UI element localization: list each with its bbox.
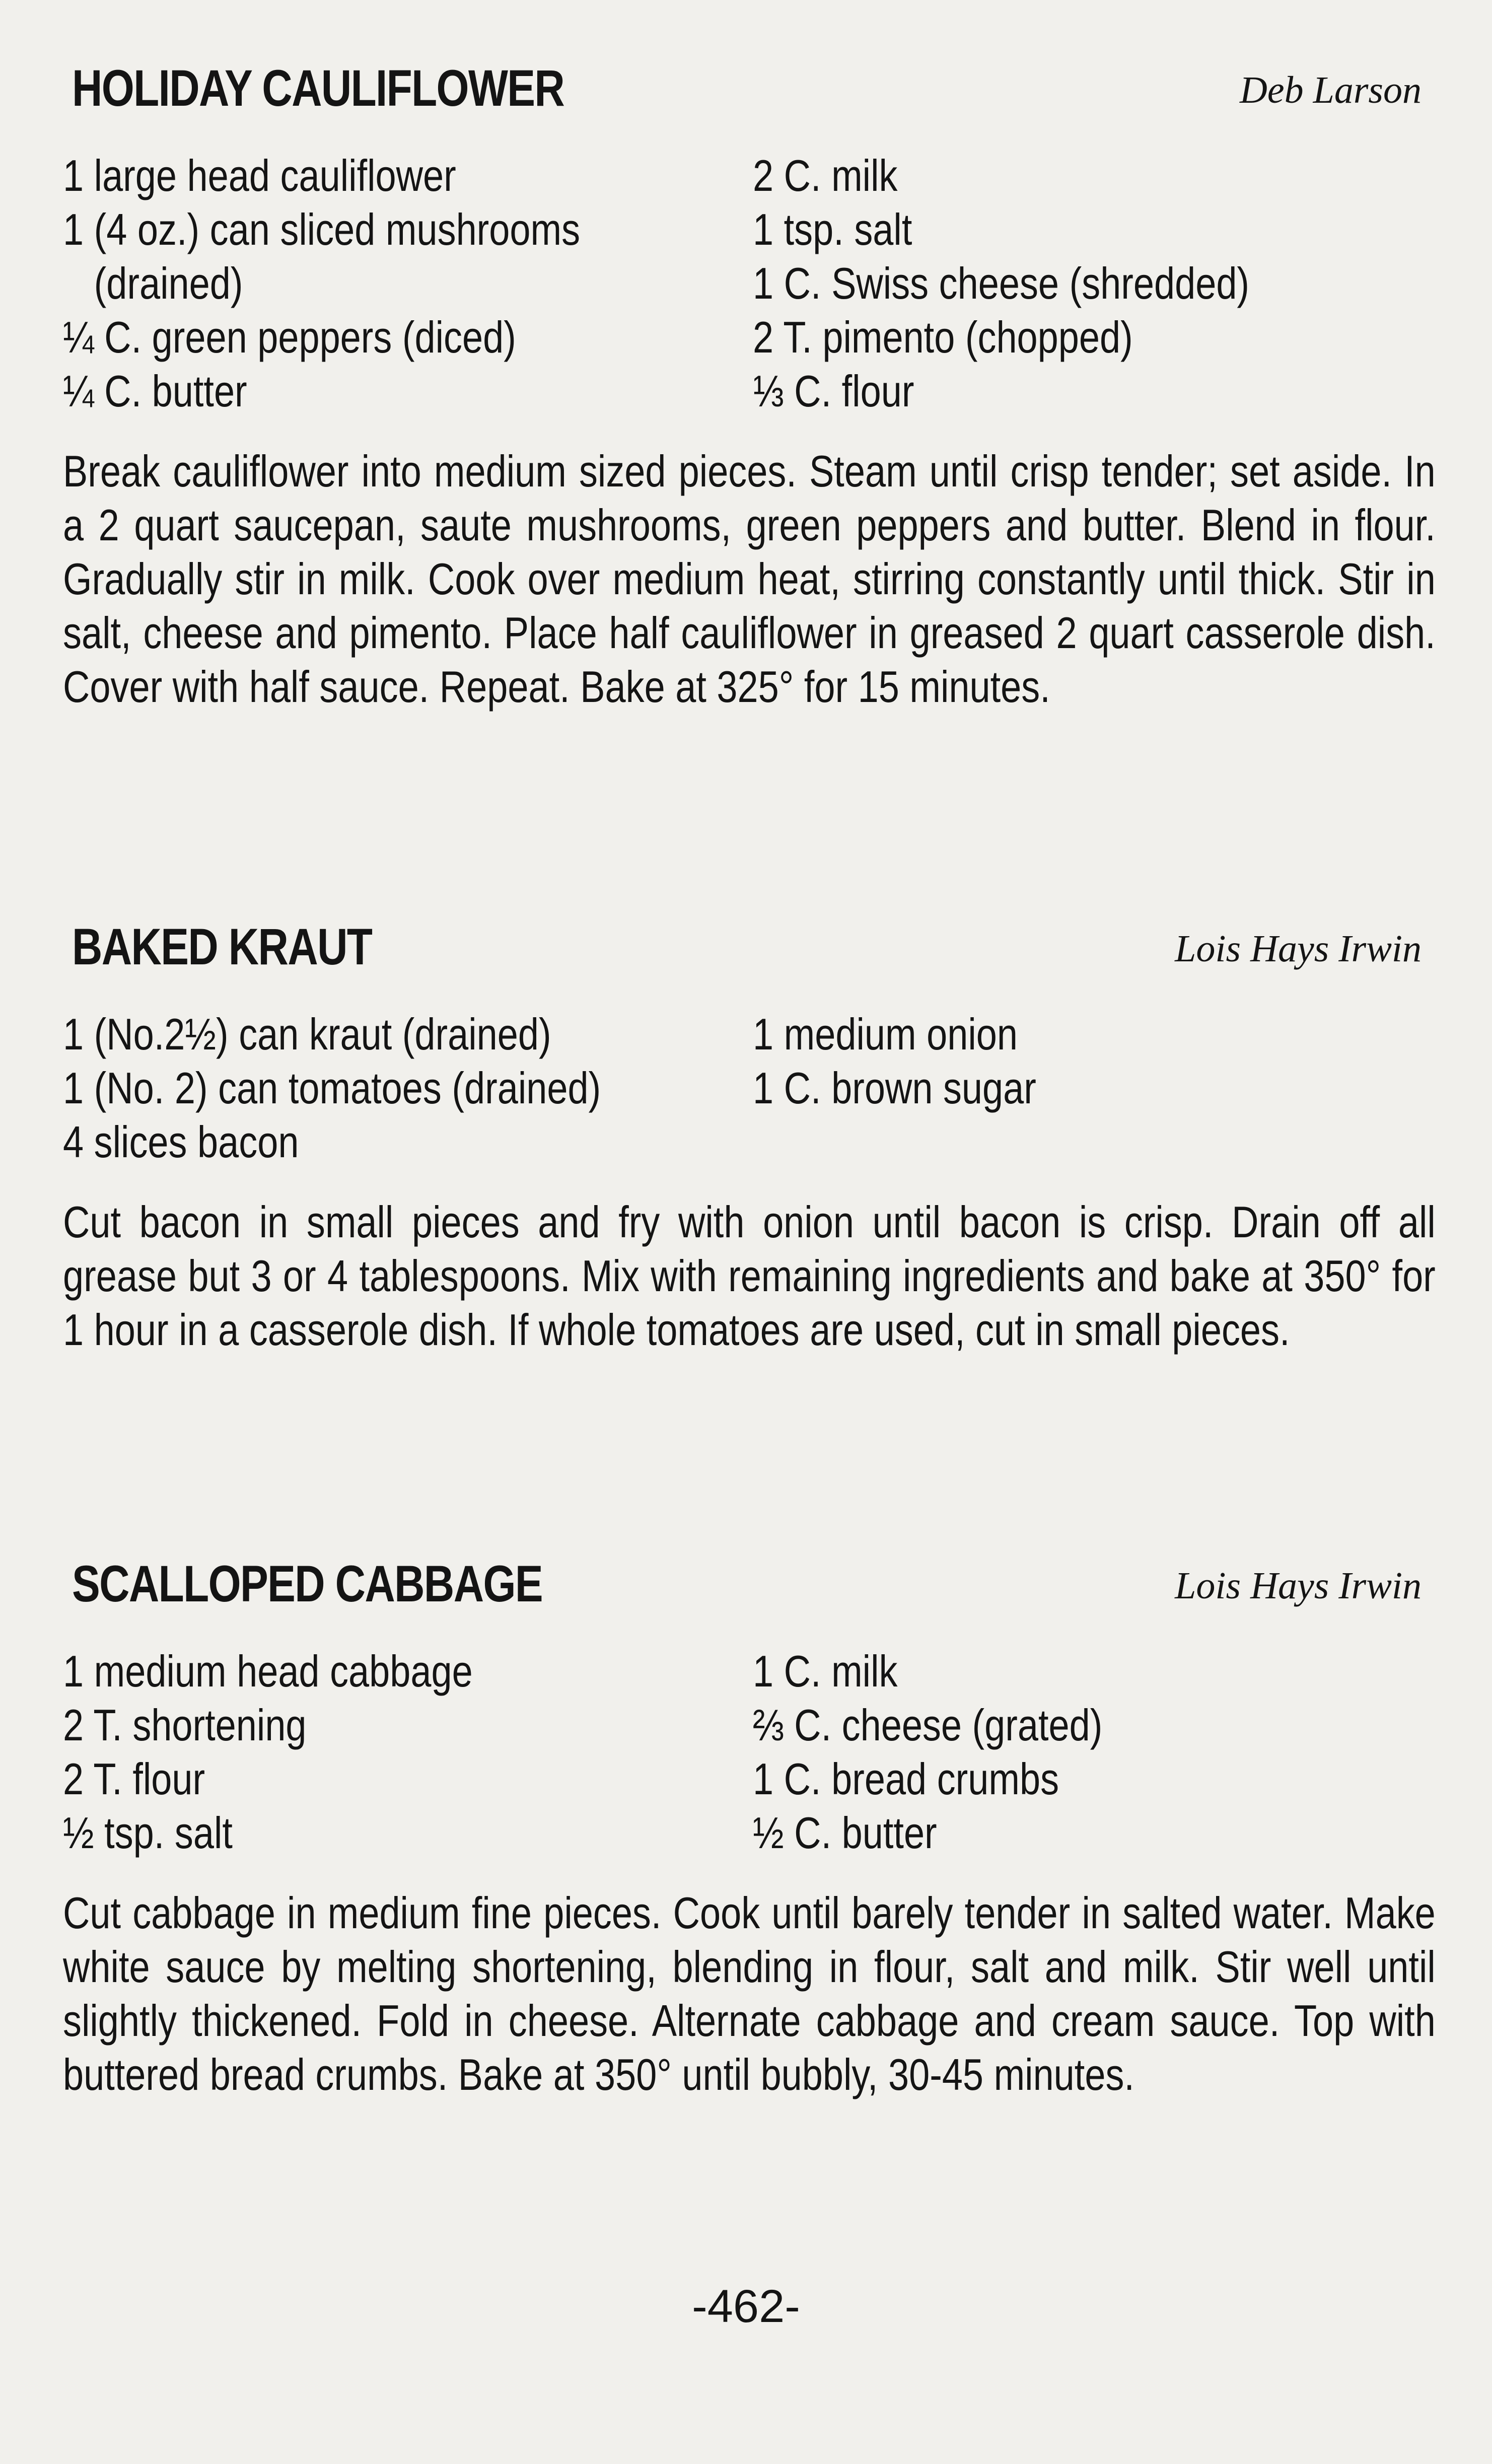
ingredient-item: 1 (4 oz.) can sliced mushrooms <box>63 204 581 254</box>
ingredient-item: 2 C. milk <box>753 151 898 200</box>
ingredient-item: 2 T. flour <box>63 1754 205 1804</box>
ingredient-item: ⅔ C. cheese (grated) <box>753 1700 1103 1750</box>
ingredient-list <box>63 149 1422 418</box>
ingredient-item: 2 T. pimento (chopped) <box>753 312 1133 362</box>
ingredient-item: 1 (No. 2) can tomatoes (drained) <box>63 1063 601 1113</box>
ingredient-list <box>63 1644 1422 1860</box>
ingredient-item: ¼ C. butter <box>63 366 247 416</box>
recipe-header <box>63 53 1422 123</box>
recipe-author: Deb Larson <box>1239 69 1422 111</box>
recipe-baked-kraut <box>63 911 1436 1401</box>
ingredient-list <box>63 1007 1422 1169</box>
ingredient-column-left <box>63 149 753 418</box>
ingredient-item: 2 T. shortening <box>63 1700 307 1750</box>
ingredient-item: ½ tsp. salt <box>63 1808 233 1858</box>
recipe-directions: Cut bacon in small pieces and fry with onion until bacon is crisp. Drain off all grease but 3 or 4 tablespoons. Mix with remaining ingredients and bake at 350° for 1 hour in a casserole dish. If whole tomatoes are used, cut in small pieces. <box>63 1197 1436 1355</box>
ingredient-item: 1 tsp. salt <box>753 204 912 254</box>
ingredient-item: 1 (No.2½) can kraut (drained) <box>63 1009 551 1059</box>
recipe-title: SCALLOPED CABBAGE <box>72 1555 543 1612</box>
ingredient-item: ½ C. butter <box>753 1808 937 1858</box>
page-number: -462- <box>692 2281 800 2332</box>
ingredient-item: ⅓ C. flour <box>753 366 914 416</box>
ingredient-item: 1 large head cauliflower <box>63 151 456 200</box>
ingredient-column-left <box>63 1644 753 1860</box>
ingredient-item: 1 C. milk <box>753 1646 898 1696</box>
ingredient-item: 4 slices bacon <box>63 1117 299 1167</box>
ingredient-item: (drained) <box>63 258 243 308</box>
ingredient-item: ¼ C. green peppers (diced) <box>63 312 516 362</box>
recipe-author: Lois Hays Irwin <box>1175 1565 1422 1607</box>
ingredient-column-right <box>753 149 1422 418</box>
ingredient-column-left <box>63 1007 753 1169</box>
ingredient-item: 1 C. bread crumbs <box>753 1754 1059 1804</box>
recipe-author: Lois Hays Irwin <box>1175 928 1422 970</box>
recipe-holiday-cauliflower <box>63 53 1436 758</box>
ingredient-item: 1 C. Swiss cheese (shredded) <box>753 258 1250 308</box>
recipe-title: HOLIDAY CAULIFLOWER <box>72 59 564 117</box>
recipe-directions: Break cauliflower into medium sized pieces. Steam until crisp tender; set aside. In a 2 quart saucepan, saute mushrooms, green peppers and butter. Blend in flour. Gradually stir in milk. Cook over medium heat, stirring constantly until thick. Stir in salt, cheese and pimento. Place half cauliflower in greased 2 quart casserole dish. Cover with half sauce. Repeat. Bake at 325° for 15 minutes. <box>63 446 1436 712</box>
ingredient-item: 1 medium onion <box>753 1009 1018 1059</box>
ingredient-column-right <box>753 1644 1422 1860</box>
recipe-header <box>63 1548 1422 1619</box>
ingredient-item: 1 medium head cabbage <box>63 1646 473 1696</box>
recipe-header <box>63 911 1422 982</box>
ingredient-item: 1 C. brown sugar <box>753 1063 1036 1113</box>
recipe-directions: Cut cabbage in medium fine pieces. Cook until barely tender in salted water. Make white sauce by melting shortening, blending in flour, salt and milk. Stir well until slightly thickened. Fold in cheese. Alternate cabbage and cream sauce. Top with buttered bread crumbs. Bake at 350° until bubbly, 30-45 minutes. <box>63 1888 1436 2099</box>
recipe-title: BAKED KRAUT <box>72 918 372 975</box>
ingredient-column-right <box>753 1007 1422 1169</box>
recipe-scalloped-cabbage <box>63 1548 1436 2146</box>
